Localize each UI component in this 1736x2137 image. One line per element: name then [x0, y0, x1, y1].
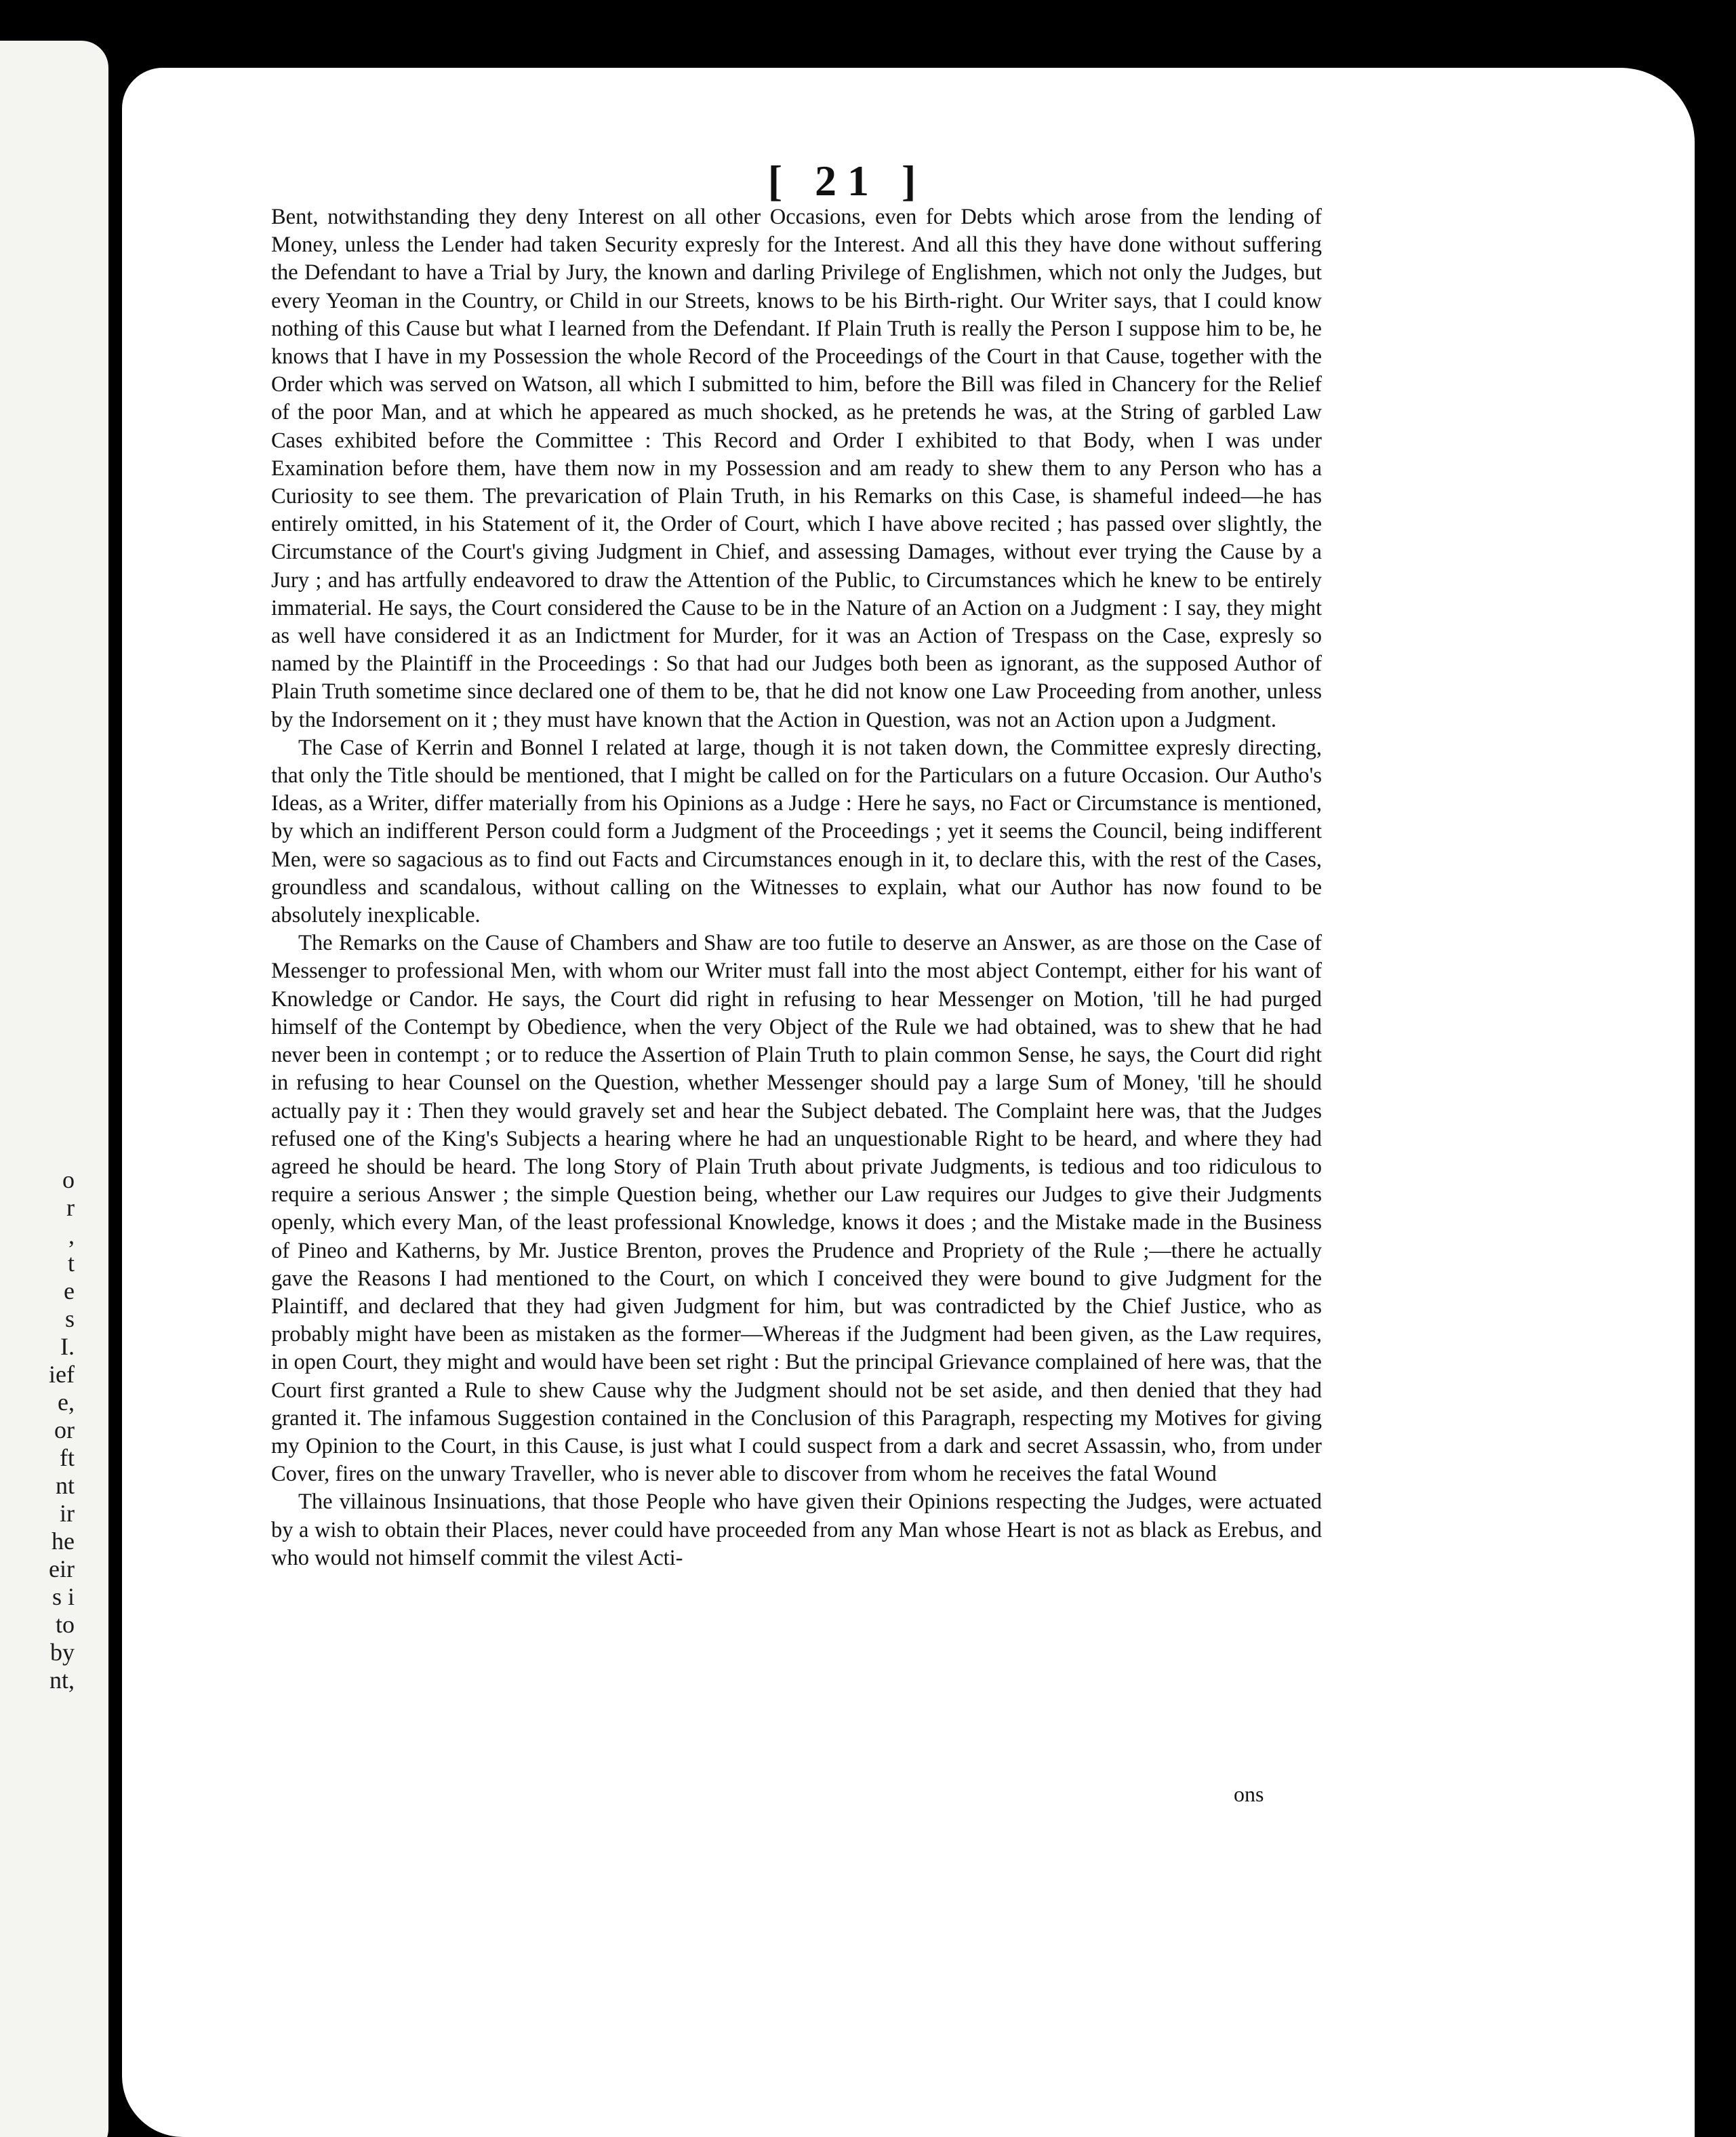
margin-fragment: nt, — [49, 1666, 75, 1694]
paragraph: The Case of Kerrin and Bonnel I related at large, though it is not taken down, the Committee expresly directing, that only the Title should be mentioned, that I might be called on for the Particulars on a future Occasion. Our Autho's Ideas, as a Writer, differ materially from his Opinions as a Judge : Here he says, no Fact or Circumstance is mentioned, by which an indifferent Person could form a Judgment of the Proceedings ; yet it seems the Council, being indifferent Men, were so sagacious as to find out Facts and Circumstances enough in it, to declare this, with the rest of the Cases, groundless and scandalous, without calling on the Witnesses to explain, what our Author has now found to be absolutely inexplicable. — [271, 735, 1322, 928]
margin-fragment: r — [66, 1194, 75, 1221]
margin-fragment: ir — [60, 1500, 75, 1527]
margin-fragment: e — [64, 1277, 75, 1304]
paragraph: Bent, notwithstanding they deny Interest on all other Occasions, even for Debts which arose from the lending of Money, unless the Lender had taken Security expresly for the Interest. And all this they have done without suffering the Defendant to have a Trial by Jury, the known and darling Privilege of Englishmen, which not only the Judges, but every Yeoman in the Country, or Child in our Streets, knows to be his Birth-right. Our Writer says, that I could know nothing of this Cause but what I learned from the Defendant. If Plain Truth is really the Person I suppose him to be, he knows that I have in my Possession the whole Record of the Proceedings of the Court in that Cause, together with the Order which was served on Watson, all which I submitted to him, before the Bill was filed in Chancery for the Relief of the poor Man, and at which he appeared as much shocked, as he pretends he was, at the String of garbled Law Cases exhibited before the Committee : This Record and Order I exhibited to that Body, when I was under Examination before them, have them now in my Possession and am ready to shew them to any Person who has a Curiosity to see them. The prevarication of Plain Truth, in his Remarks on this Case, is shameful indeed—he has entirely omitted, in his Statement of it, the Order of Court, which I have above recited ; has passed over slightly, the Circumstance of the Court's giving Judgment in Chief, and assessing Damages, without ever trying the Cause by a Jury ; and has artfully endeavored to draw the Attention of the Public, to Circumstances which he knew to be entirely immaterial. He says, the Court considered the Cause to be in the Nature of an Action on a Judgment : I say, they might as well have considered it as an Indictment for Murder, for it was an Action of Trespass on the Case, expresly so named by the Plaintiff in the Proceedings : So that had our Judges both been as ignorant, as the supposed Author of Plain Truth sometime since declared one of them to be, that he did not know one Law Proceeding from another, unless by the Indorsement on it ; they must have known that the Action in Question, was not an Action upon a Judgment. — [271, 205, 1322, 732]
body-text — [271, 203, 1322, 1572]
margin-fragment: s i — [52, 1583, 75, 1610]
facing-page-edge — [0, 41, 108, 2137]
margin-fragment: s — [64, 1305, 75, 1332]
catchword: ons — [1234, 1782, 1264, 1806]
facing-page-margin-text — [0, 1166, 75, 1694]
margin-fragment: ief — [49, 1361, 75, 1388]
margin-fragment: to — [55, 1611, 75, 1638]
margin-fragment: or — [54, 1416, 75, 1443]
paragraph: The Remarks on the Cause of Chambers and Shaw are too futile to deserve an Answer, as are those on the Case of Messenger to professional Men, with whom our Writer must fall into the most abject Contempt, either for his want of Knowledge or Candor. He says, the Court did right in refusing to hear Messenger on Motion, 'till he had purged himself of the Contempt by Obedience, when the very Object of the Rule we had obtained, was to shew that he had never been in contempt ; or to reduce the Assertion of Plain Truth to plain common Sense, he says, the Court did right in refusing to hear Counsel on the Question, whether Messenger should pay a large Sum of Money, 'till he should actually pay it : Then they would gravely set and hear the Subject debated. The Complaint here was, that the Judges refused one of the King's Subjects a hearing where he had an unquestionable Right to be heard, and where they had agreed he should be heard. The long Story of Plain Truth about private Judgments, is tedious and too ridiculous to require a serious Answer ; the simple Question being, whether our Law requires our Judges to give their Judgments openly, which every Man, of the least professional Knowledge, knows it does ; and the Mistake made in the Business of Pineo and Katherns, by Mr. Justice Brenton, proves the Prudence and Propriety of the Rule ;—there he actually gave the Reasons I had mentioned to the Court, on which I conceived they were bound to give Judgment for the Plaintiff, and declared that they had given Judgment for him, but was contradicted by the Chief Justice, who as probably might have been as mistaken as the former—Whereas if the Judgment had been given, as the Law requires, in open Court, they might and would have been set right : But the principal Grievance complained of here was, that the Court first granted a Rule to shew Cause why the Judgment should not be set aside, and then denied that they had granted it. The infamous Suggestion contained in the Conclusion of this Paragraph, respecting my Motives for giving my Opinion to the Court, in this Cause, is just what I could suspect from a dark and secret Assassin, who, from under Cover, fires on the unwary Traveller, who is never able to discover from whom he receives the fatal Wound — [271, 931, 1322, 1487]
margin-fragment: t — [67, 1250, 75, 1277]
margin-fragment: nt — [55, 1472, 75, 1499]
margin-fragment: eir — [49, 1555, 75, 1582]
margin-fragment: ft — [60, 1444, 75, 1471]
margin-fragment: o — [62, 1166, 75, 1193]
margin-fragment: he — [52, 1527, 75, 1555]
page-number: [ 21 ] — [767, 157, 927, 205]
margin-fragment: I. — [60, 1333, 75, 1360]
margin-fragment: e, — [58, 1389, 75, 1416]
margin-fragment: , — [68, 1222, 75, 1249]
paragraph: The villainous Insinuations, that those People who have given their Opinions respecting the Judges, were actuated by a wish to obtain their Places, never could have proceeded from any Man whose Heart is not as black as Erebus, and who would not himself commit the vilest Acti- — [271, 1490, 1322, 1570]
margin-fragment: by — [50, 1639, 75, 1666]
